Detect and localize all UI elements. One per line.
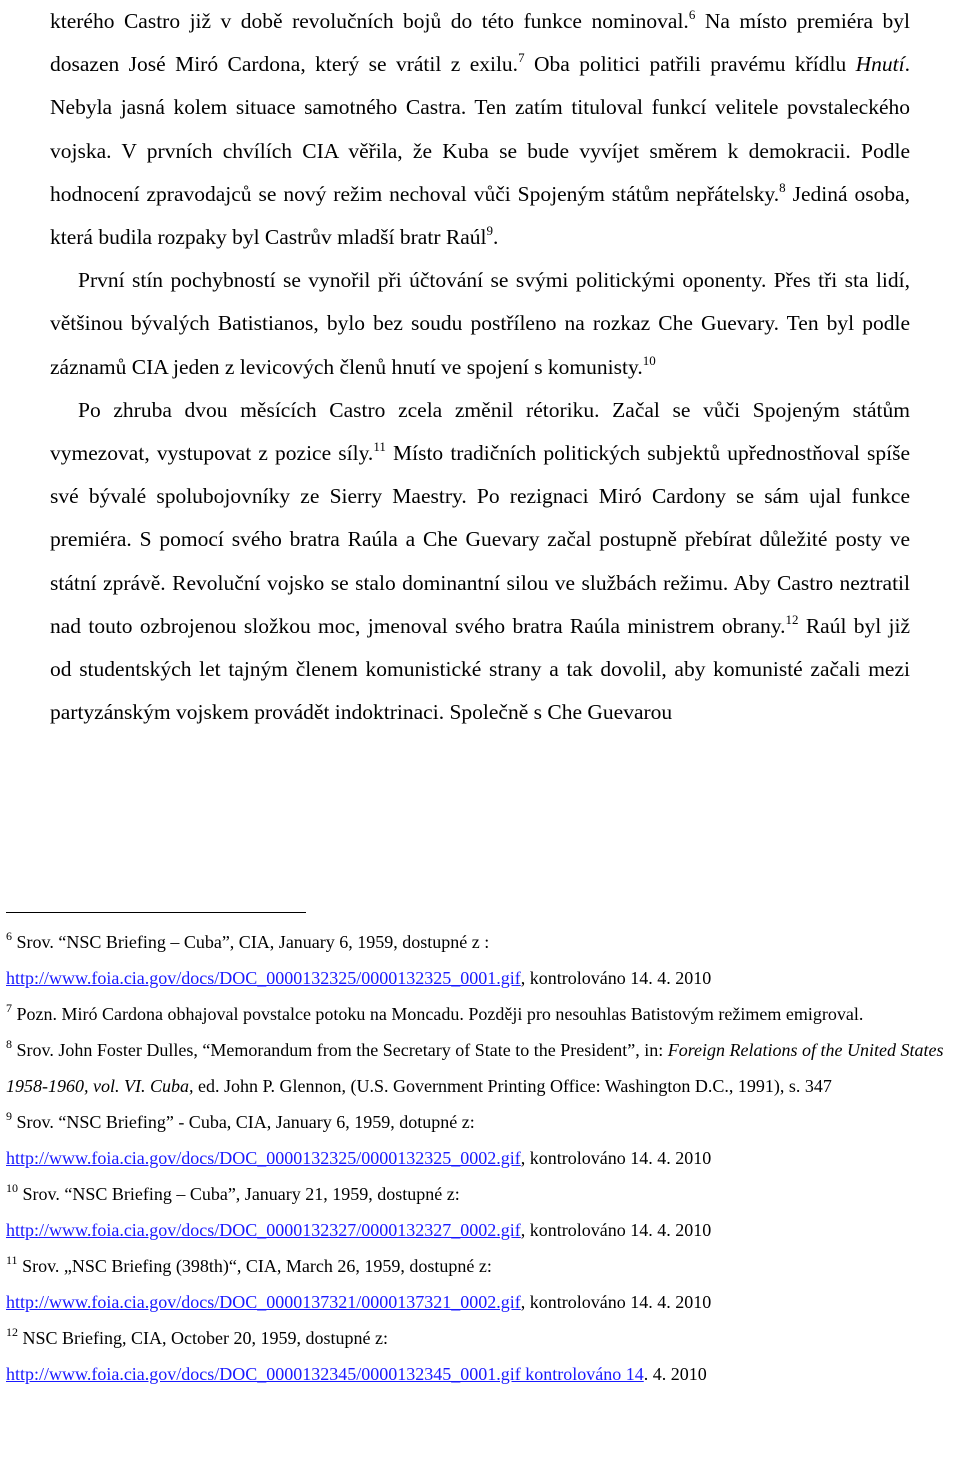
footnote-text: , kontrolováno 14. 4. 2010 <box>520 1220 712 1240</box>
text-run: První stín pochybností se vynořil při účtování se svými politickými oponenty. Přes tři sta lidí, většinou bývalých Batistianos, bylo bez soudu postříleno na rozkaz Che Guevary. Ten byl podle záznamů CIA jeden z levicových členů hnutí ve spojení s komunisty. <box>50 268 910 379</box>
text-run: . <box>492 225 499 250</box>
footnote-ref-10[interactable]: 10 <box>642 352 656 368</box>
footnote-italic-title: Foreign Relations of the United States 1958-1960, vol. VI. Cuba, <box>6 1040 944 1096</box>
italic-term: Hnutí <box>855 52 905 77</box>
footnote-11-link-line <box>6 1284 954 1320</box>
text-run: Raúl byl již od studentských let tajným členem komunistické strany a tak dovolil, aby komunisté začali mezi partyzánským vojskem provádět indoktrinaci. Společně s Che Guevarou <box>50 613 911 725</box>
footnote-text: Pozn. Miró Cardona obhajoval povstalce potoku na Moncadu. Později pro nesouhlas Batistovým režimem emigroval. <box>16 1004 864 1024</box>
text-run: Po zhruba dvou měsících Castro zcela změnil rétoriku. Začal se vůči Spojeným státům vymezovat, vystupovat z pozice síly. <box>50 397 910 466</box>
footnote-9 <box>6 1104 954 1140</box>
footnote-7 <box>6 996 954 1032</box>
text-run: Místo tradičních politických subjektů upřednostňoval spíše své bývalé spolubojovníky ze Sierry Maestry. Po rezignaci Miró Cardony se sám ujal funkce premiéra. S pomocí svého bratra Raúla a Che Guevary začal postupně přebírat důležité posty ve státní zprávě. Revoluční vojsko se stalo dominantní silou ve službách režimu. Aby Castro neztratil nad touto ozbrojenou složkou moc, jmenoval svého bratra Raúla ministrem obrany. <box>50 441 910 638</box>
text-run: . Nebyla jasná kolem situace samotného Castra. Ten zatím tituloval funkcí velitele povstaleckého vojska. V prvních chvílích CIA věřila, že Kuba se bude vyvíjet směrem k demokracii. Podle hodnocení zpravodajců se nový režim nechoval vůči Spojeným státům nepřátelsky. <box>50 52 910 206</box>
footnote-ref-6[interactable]: 6 <box>688 7 696 22</box>
main-text <box>50 0 910 734</box>
footnote-text: , kontrolováno 14. 4. 2010 <box>520 1292 712 1312</box>
paragraph-2 <box>50 259 910 389</box>
paragraph-1 <box>50 0 910 259</box>
footnote-text: , kontrolováno 14. 4. 2010 <box>520 968 712 988</box>
footnote-text: , kontrolováno 14. 4. 2010 <box>520 1148 712 1168</box>
footnote-text: Srov. “NSC Briefing – Cuba”, January 21, 1959, dostupné z: <box>22 1184 460 1204</box>
footnote-text: Srov. John Foster Dulles, “Memorandum from the Secretary of State to the President”, in: <box>16 1040 664 1060</box>
footnote-ref-9[interactable]: 9 <box>486 223 493 239</box>
footnote-8 <box>6 1032 954 1104</box>
footnotes <box>6 924 954 1392</box>
footnote-12-link-line <box>6 1356 954 1392</box>
footnote-number: 7 <box>6 1001 12 1015</box>
footnote-link[interactable]: http://www.foia.cia.gov/docs/DOC_0000137321/0000137321_0002.gif <box>6 1292 521 1312</box>
footnote-text: ed. John P. Glennon, (U.S. Government Printing Office: Washington D.C., 1991), s. 347 <box>197 1076 832 1096</box>
text-run: Oba politici patřili pravému křídlu <box>533 52 847 77</box>
footnote-number: 9 <box>6 1109 12 1123</box>
footnote-6-link-line <box>6 960 954 996</box>
footnote-ref-12[interactable]: 12 <box>785 611 799 627</box>
footnote-11 <box>6 1248 954 1284</box>
footnote-ref-7[interactable]: 7 <box>518 50 525 66</box>
footnote-link[interactable]: http://www.foia.cia.gov/docs/DOC_0000132325/0000132325_0002.gif <box>6 1148 521 1168</box>
footnote-link[interactable]: http://www.foia.cia.gov/docs/DOC_0000132345/0000132345_0001.gif kontrolováno 14 <box>6 1364 644 1384</box>
text-run: kterého Castro již v době revolučních bojů do této funkce nominoval. <box>50 9 689 33</box>
text-run: Jediná osoba, která budila rozpaky byl Castrův mladší bratr Raúl <box>50 181 910 250</box>
footnote-ref-11[interactable]: 11 <box>373 439 386 455</box>
footnote-text: Srov. „NSC Briefing (398th)“, CIA, March 26, 1959, dostupné z: <box>22 1256 492 1276</box>
footnote-text: Srov. “NSC Briefing” - Cuba, CIA, January 6, 1959, dotupné z: <box>16 1112 475 1132</box>
footnote-link[interactable]: http://www.foia.cia.gov/docs/DOC_0000132327/0000132327_0002.gif <box>6 1220 521 1240</box>
footnote-text: . 4. 2010 <box>643 1364 707 1384</box>
footnote-10 <box>6 1176 954 1212</box>
footnote-text: Srov. “NSC Briefing – Cuba”, CIA, January 6, 1959, dostupné z : <box>16 932 490 952</box>
footnote-ref-8[interactable]: 8 <box>779 179 786 195</box>
footnote-number: 12 <box>6 1325 18 1339</box>
footnote-10-link-line <box>6 1212 954 1248</box>
footnote-separator <box>6 912 306 913</box>
text-run: Na místo premiéra byl dosazen José Miró Cardona, který se vrátil z exilu. <box>50 9 911 77</box>
footnote-12 <box>6 1320 954 1356</box>
footnote-link[interactable]: http://www.foia.cia.gov/docs/DOC_0000132325/0000132325_0001.gif <box>6 968 521 988</box>
footnote-number: 8 <box>6 1037 12 1051</box>
footnote-number: 10 <box>6 1181 18 1195</box>
footnote-6 <box>6 924 954 960</box>
paragraph-3 <box>50 389 910 735</box>
footnote-text: NSC Briefing, CIA, October 20, 1959, dostupné z: <box>22 1328 388 1348</box>
footnote-number: 6 <box>6 929 12 943</box>
footnote-9-link-line <box>6 1140 954 1176</box>
footnote-number: 11 <box>6 1253 18 1267</box>
